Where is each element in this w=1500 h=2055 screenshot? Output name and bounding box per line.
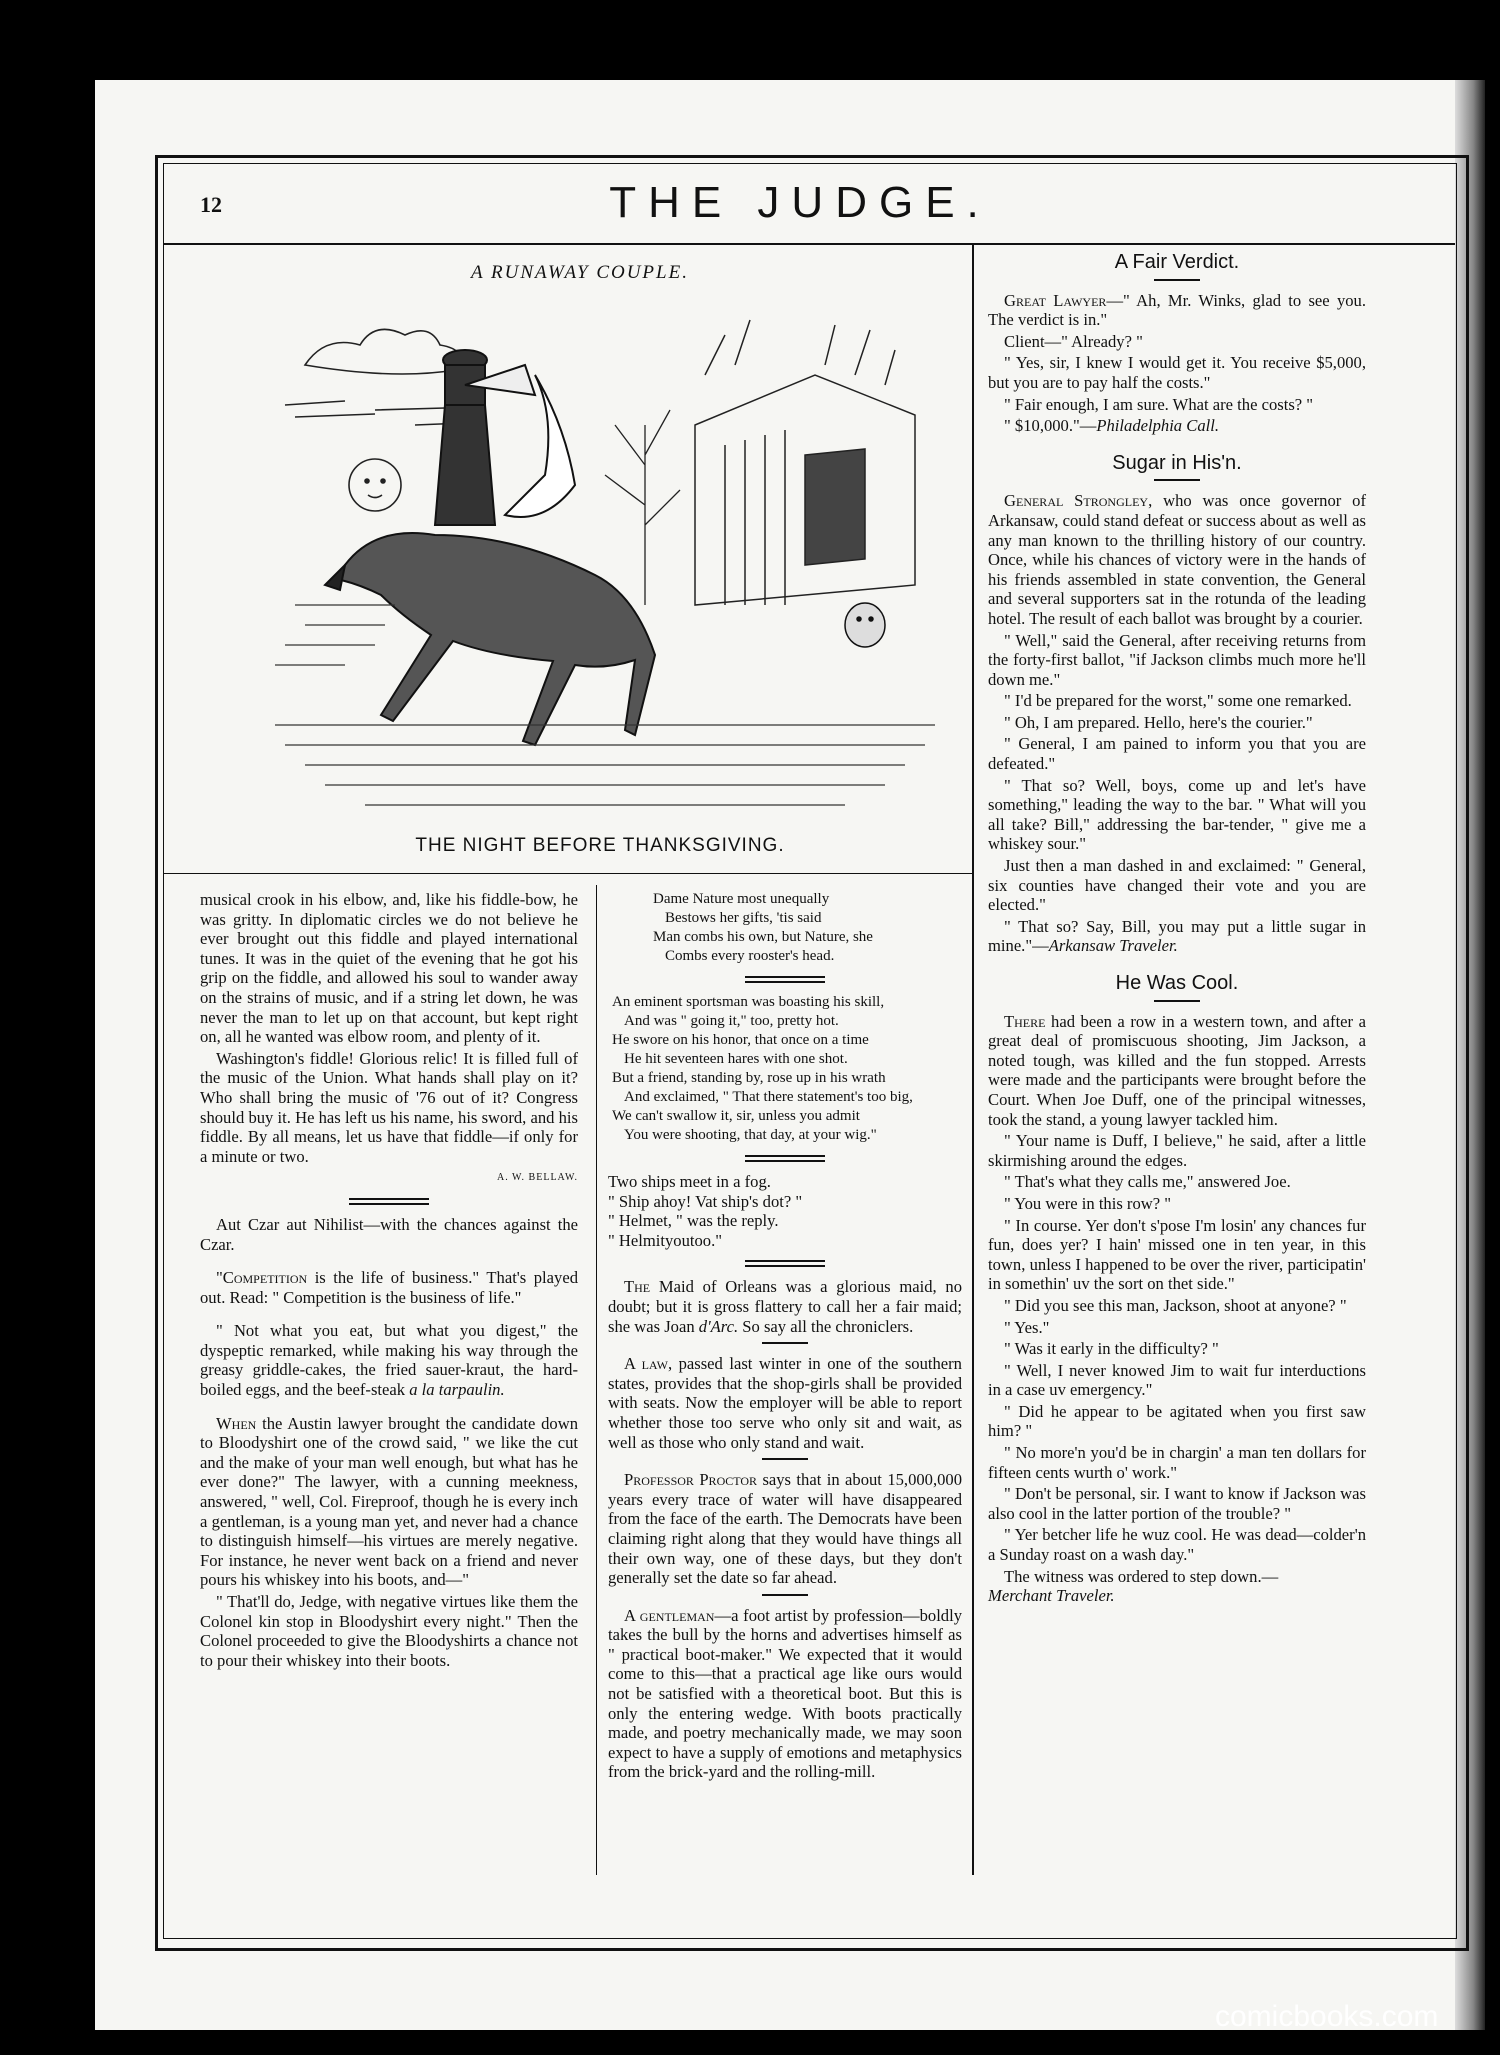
col2-p4-smallcaps: A gentleman <box>624 1605 715 1625</box>
col2-divider-5 <box>762 1458 808 1460</box>
col2-p1-italic: d'Arc. <box>698 1316 739 1336</box>
col2-paragraph-4 <box>608 1606 962 1782</box>
column-rule-right <box>972 245 974 1875</box>
col2-divider-4 <box>762 1342 808 1344</box>
verse-line: Dame Nature most unequally <box>653 891 830 907</box>
verse-line: " Helmet, " was the reply. <box>608 1211 779 1231</box>
col2-p4-text: —a foot artist by profession—boldly takes the bull by the horns and advertises himself as " practical boot-maker." We expected that it would come to this—that a practical age like ours would not be satisfied with a theoretical boot. But this is only the entering wedge. With boots practically made, and poetry mechanically made, we may soon expect to have a supply of emotions and metaphysics from the brick-yard and the rolling-mill. <box>608 1605 963 1782</box>
col3-rule-2 <box>1154 479 1200 481</box>
cool-para-14 <box>988 1567 1366 1606</box>
verse-line: Man combs his own, but Nature, she <box>653 929 873 945</box>
column-middle <box>608 890 962 1784</box>
col1-p4-text: is the life of business." That's played out. Read: " Competition is the business of life." <box>200 1268 578 1307</box>
col2-verse-ships <box>608 1172 962 1250</box>
verse-line: He swore on his honor, that once on a time <box>612 1032 869 1048</box>
sugar-para-2: " Well," said the General, after receiving returns from the forty-first ballot, "if Jackson climbs much more he'll down me." <box>988 630 1366 689</box>
col1-paragraph-3: Aut Czar aut Nihilist—with the chances against the Czar. <box>200 1214 578 1254</box>
cool-para-8: " Was it early in the difficulty? " <box>1004 1339 1219 1359</box>
sugar-text: who was once governor of Arkansaw, could stand defeat or success about as well as any man known to the thrilling history of our country. Once, while his chances of victory were in the hands of his friends assembled in state convention, the General and several supporters sat in the rotunda of the leading hotel. The result of each ballot was brought by a courier. <box>988 491 1366 628</box>
col2-divider-3 <box>745 1260 825 1267</box>
col1-paragraph-4: "Competition is the life of business." That's played out. Read: " Competition is the business of life." <box>200 1268 578 1307</box>
masthead-title: THE JUDGE. <box>609 178 991 227</box>
col1-p5-italic: a la tarpaulin. <box>409 1380 505 1400</box>
verse-line: And exclaimed, " That there statement's too big, <box>624 1089 913 1105</box>
runaway-couple-illustration <box>265 305 945 825</box>
cool-smallcaps: There <box>1004 1011 1046 1031</box>
cool-para-5: " In course. Yer don't s'pose I'm losin' any chances fur fun, does yer? I hain' missed one in ten year, in this town, unless I happened to be over the river, participatin' in somethin' uv the sort on thet side." <box>988 1215 1366 1294</box>
cool-para-6: " Did you see this man, Jackson, shoot at anyone? " <box>1004 1295 1347 1315</box>
cool-para-1 <box>988 1012 1366 1130</box>
verse-line: " Ship ahoy! Vat ship's dot? " <box>608 1191 803 1211</box>
cool-para-10: " Did he appear to be agitated when you first saw him? " <box>988 1401 1366 1441</box>
col3-rule-3 <box>1154 1000 1200 1002</box>
sugar-para-7: Just then a man dashed in and exclaimed: " General, six counties have changed their vote and you are elected." <box>988 856 1366 915</box>
sugar-source: Arkansaw Traveler. <box>1048 936 1178 956</box>
fair-verdict-para-2: Client—" Already? " <box>1004 331 1143 351</box>
verse-line: An eminent sportsman was boasting his skill, <box>612 994 885 1010</box>
col2-p2-text: passed last winter in one of the southern states, provides that the shop-girls shall be provided with seats. Now the employer will be able to report whether those too serve who only sit and wait, as well as those who only stand and wait. <box>608 1354 962 1452</box>
heading-fair-verdict: A Fair Verdict. <box>1114 251 1240 273</box>
cool-para-4: " You were in this row? " <box>1004 1193 1172 1213</box>
trees <box>605 410 680 605</box>
col2-verse-sportsman <box>608 993 962 1145</box>
sugar-close: " That so? Say, Bill, you may put a little sugar in mine."— <box>988 916 1366 956</box>
sugar-smallcaps: General Strongley, <box>1004 491 1153 511</box>
col2-p2-smallcaps: A law, <box>624 1354 673 1374</box>
col3-rule-1 <box>1154 279 1200 281</box>
fair-verdict-source: Philadelphia Call. <box>1096 416 1219 436</box>
verse-line: Two ships meet in a fog. <box>608 1172 771 1191</box>
fair-verdict-smallcaps: Great Lawyer <box>1004 290 1107 310</box>
watermark-text: comicbooks.com <box>1215 2000 1439 2033</box>
rider-man <box>435 350 495 525</box>
illustration-bottom-rule <box>163 873 972 874</box>
column-right <box>988 245 1366 1608</box>
cool-text: had been a row in a western town, and after a great deal of promiscuous shooting, Jim Jackson, a noted tough, was killed and the fun stopped. Arrests were made and the participants were brought before the Court. When Joe Duff, one of the principal witnesses, took the stand, a young lawyer tackled him. <box>988 1011 1366 1129</box>
verse-line: Combs every rooster's head. <box>665 948 835 964</box>
verse-line: We can't swallow it, sir, unless you admit <box>612 1108 860 1124</box>
sugar-para-3: " I'd be prepared for the worst," some one remarked. <box>1004 691 1352 711</box>
cool-para-3: " That's what they calls me," answered Joe. <box>1004 1172 1291 1192</box>
col2-paragraph-2 <box>608 1354 962 1452</box>
cool-source: Merchant Traveler. <box>988 1586 1115 1606</box>
horse <box>325 533 655 745</box>
col2-divider-6 <box>762 1594 808 1596</box>
col1-paragraph-7: " That'll do, Jedge, with negative virtues like them the Colonel kin stop in Bloodyshirt every night." Then the Colonel proceeded to give the Bloodyshirts a chance not to pour their whiskey into their boots. <box>200 1592 578 1670</box>
column-left <box>200 890 578 1672</box>
cool-para-2: " Your name is Duff, I believe," he said, after a little skirmishing around the edges. <box>988 1131 1366 1170</box>
sugar-para-4: " Oh, I am prepared. Hello, here's the courier." <box>1004 712 1313 732</box>
col2-p1-smallcaps: The <box>624 1277 651 1297</box>
col2-p3-text: says that in about 15,000,000 years every trace of water will have disappeared from the face of the earth. The Democrats have been claiming right along that they would have things all their own way, one of these days, but they don't generally set the date so far ahead. <box>608 1470 962 1588</box>
cool-para-11: " No more'n you'd be in chargin' a man ten dollars for fifteen cents wurth o' work." <box>988 1443 1366 1482</box>
col1-paragraph-5 <box>200 1321 578 1399</box>
verse-line: But a friend, standing by, rose up in his wrath <box>612 1070 886 1086</box>
sky-clouds <box>285 329 465 425</box>
moon-face <box>349 459 401 511</box>
verse-line: " Helmityoutoo." <box>608 1230 723 1250</box>
col2-p1-close: So say all the chroniclers. <box>738 1316 914 1336</box>
col1-signature: A. W. BELLAW. <box>497 1172 578 1184</box>
fair-verdict-para-5 <box>988 416 1366 436</box>
col1-p5-text: " Not what you eat, but what you digest," the dyspeptic remarked, while making his way through the greasy griddle-cakes, the fried sauer-kraut, the hard-boiled eggs, and the beef-steak <box>200 1321 578 1400</box>
col2-p1-text: Maid of Orleans was a glorious maid, no doubt; but it is gross flattery to call her a fair maid; she was Joan <box>608 1277 962 1336</box>
col1-paragraph-2: Washington's fiddle! Glorious relic! It is filled full of the music of the Union. What hands shall play on it? Who shall bring the music of '76 out of it? Congress should buy it. He has left us his name, his sword, and his fiddle. By all means, let us have that fiddle—if only for a minute or two. <box>200 1048 578 1166</box>
col1-p4-smallcaps: Competition <box>222 1268 308 1288</box>
col2-verse-nature <box>608 890 962 966</box>
col2-paragraph-3 <box>608 1470 962 1588</box>
col1-divider-1 <box>349 1198 429 1205</box>
cool-para-12: " Don't be personal, sir. I want to know if Jackson was also cool in the latter portion of the trouble? " <box>988 1484 1366 1523</box>
sugar-para-1 <box>988 491 1366 628</box>
heading-he-was-cool: He Was Cool. <box>1115 972 1239 994</box>
cool-close: The witness was ordered to step down.— <box>1004 1566 1279 1586</box>
col2-divider-1 <box>745 976 825 983</box>
illustration-caption: THE NIGHT BEFORE THANKSGIVING. <box>415 835 785 856</box>
fair-verdict-para-3: " Yes, sir, I knew I would get it. You receive $5,000, but you are to pay half the costs." <box>988 353 1366 392</box>
col2-p3-smallcaps: Professor Proctor <box>624 1470 758 1490</box>
verse-line: And was " going it," too, pretty hot. <box>624 1013 839 1029</box>
sugar-para-8 <box>988 917 1366 956</box>
col2-paragraph-1 <box>608 1277 962 1336</box>
sugar-para-6: " That so? Well, boys, come up and let's have something," leading the way to the bar. " What will you all take? Bill," addressing the bar-tender, " give me a whiskey sour." <box>988 775 1366 854</box>
fair-verdict-para-4: " Fair enough, I am sure. What are the costs? " <box>1004 394 1314 414</box>
barn <box>695 320 915 605</box>
fair-verdict-close: " $10,000."— <box>1004 416 1097 436</box>
cool-para-13: " Yer betcher life he wuz cool. He was dead—colder'n a Sunday roast on a wash day." <box>988 1525 1366 1565</box>
col1-p6-text: the Austin lawyer brought the candidate down to Bloodyshirt one of the crowd said, " we like the cut and the make of your man well enough, but what has he ever done?" The lawyer, with a cunning meekness, answered, " well, Col. Fireproof, though he is every inch a gentleman, is a young man yet, and never had a chance to distinguish himself—his virtues are merely negative. For instance, he never went back on a friend and never pours his whiskey into his boots, and—" <box>200 1413 578 1590</box>
col1-paragraph-6 <box>200 1414 578 1590</box>
fair-verdict-text: —" Ah, Mr. Winks, glad to see you. The verdict is in." <box>988 290 1366 330</box>
col1-p6-smallcaps: When <box>216 1413 257 1433</box>
verse-line: Bestows her gifts, 'tis said <box>665 910 822 926</box>
sugar-para-5: " General, I am pained to inform you that you are defeated." <box>988 734 1366 774</box>
cool-para-9: " Well, I never knowed Jim to wait fur interductions in a case uv emergency." <box>988 1360 1366 1400</box>
verse-line: He hit seventeen hares with one shot. <box>624 1051 848 1067</box>
cool-para-7: " Yes." <box>1004 1317 1050 1337</box>
dog <box>845 603 885 647</box>
fair-verdict-para-1 <box>988 291 1366 330</box>
page-number: 12 <box>200 192 222 217</box>
col2-divider-2 <box>745 1155 825 1162</box>
illustration-title: A RUNAWAY COUPLE. <box>471 262 689 283</box>
verse-line: You were shooting, that day, at your wig." <box>624 1127 877 1143</box>
column-rule-middle <box>596 885 597 1875</box>
col1-paragraph-1: musical crook in his elbow, and, like his fiddle-bow, he was gritty. In diplomatic circles we do not believe he ever brought out this fiddle and played international tunes. It was in the quiet of the evening that he got his grip on the fiddle, and allowed his soul to wander away on the strains of music, and if a string let down, he was never the man to let up on that account, but kept right on, all he wanted was elbow room, and plenty of it. <box>200 890 578 1047</box>
heading-sugar-in-hisn: Sugar in His'n. <box>1112 451 1242 474</box>
